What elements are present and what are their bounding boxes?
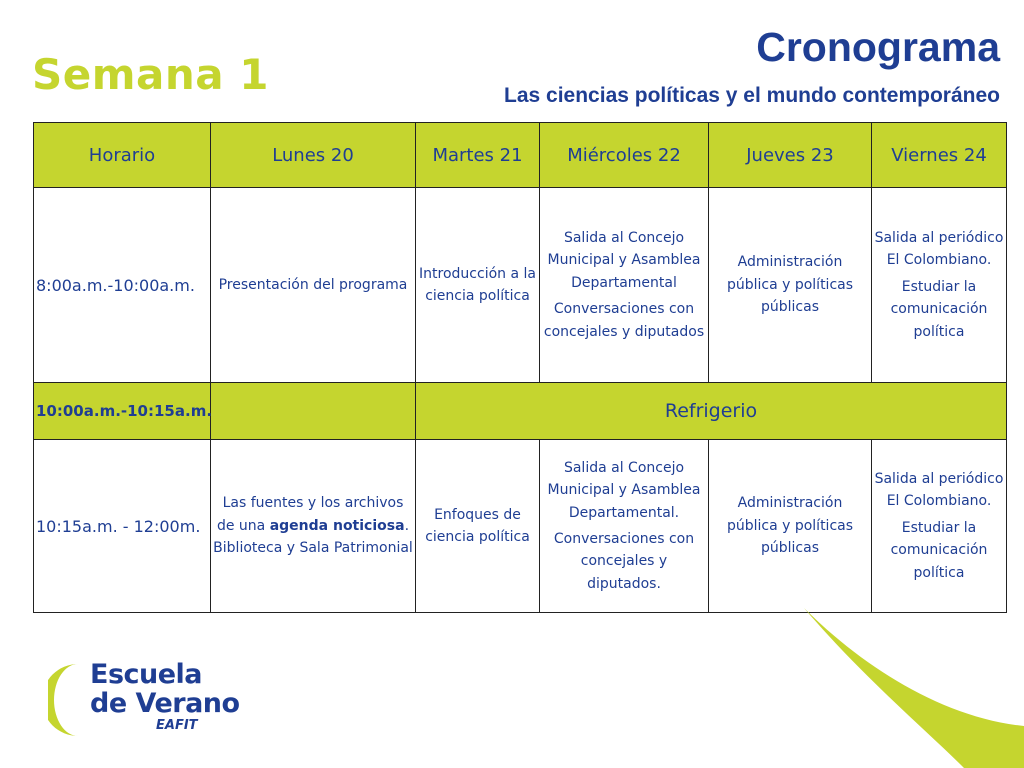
activity-text: Salida al periódico El Colombiano.: [874, 471, 1004, 510]
activity-text: Conversaciones con concejales y diputados.: [553, 531, 695, 592]
time-cell: 10:15a.m. - 12:00m.: [34, 440, 211, 613]
cell-viernes: [872, 440, 1007, 613]
table-row: [34, 440, 1007, 613]
break-row: [34, 383, 1007, 440]
col-header-horario: Horario: [34, 123, 211, 188]
col-header-jueves: Jueves 23: [709, 123, 872, 188]
activity-text: Presentación del programa: [218, 276, 408, 293]
activity-text: Conversaciones con concejales y diputados: [543, 301, 705, 340]
page-title: Cronograma: [756, 24, 1000, 70]
activity-highlight: agenda noticiosa: [269, 517, 405, 534]
cell-martes: [416, 440, 540, 613]
cell-lunes: [211, 440, 416, 613]
empty-cell: [211, 383, 416, 440]
activity-text: Administración pública y políticas públicas: [726, 495, 854, 557]
time-cell: 8:00a.m.-10:00a.m.: [34, 188, 211, 383]
cell-jueves: [709, 440, 872, 613]
activity-text: Salida al periódico El Colombiano.: [874, 230, 1004, 269]
col-header-martes: Martes 21: [416, 123, 540, 188]
table-row: [34, 188, 1007, 383]
page-subtitle: Las ciencias políticas y el mundo contemporáneo: [504, 84, 1000, 107]
activity-text: Salida al Concejo Municipal y Asamblea Departamental: [547, 230, 701, 291]
col-header-miercoles: Miércoles 22: [540, 123, 709, 188]
cell-lunes: [211, 188, 416, 383]
cell-martes: [416, 188, 540, 383]
logo-brand: EAFIT: [156, 718, 198, 733]
activity-text: Estudiar la comunicación política: [890, 278, 988, 340]
logo-line-1: Escuela: [90, 659, 203, 690]
decorative-swoosh: [804, 608, 1024, 768]
header-row: [34, 123, 1007, 188]
activity-text: [213, 492, 413, 559]
time-cell: 10:00a.m.-10:15a.m.: [34, 383, 211, 440]
schedule-table: [33, 122, 1007, 613]
col-header-lunes: Lunes 20: [211, 123, 416, 188]
activity-text: Administración pública y políticas públicas: [726, 254, 854, 316]
activity-text: Salida al Concejo Municipal y Asamblea Departamental.: [547, 459, 701, 521]
activity-text-part: Las fuentes y los archivos de una: [216, 495, 404, 534]
activity-text: Estudiar la comunicación política: [890, 519, 988, 581]
logo-text: [90, 660, 240, 718]
week-label: Semana 1: [32, 50, 269, 99]
break-label: Refrigerio: [416, 383, 1007, 440]
logo-line-2: de Verano: [90, 688, 240, 719]
cell-viernes: [872, 188, 1007, 383]
activity-text: Introducción a la ciencia política: [419, 265, 536, 304]
cell-miercoles: [540, 440, 709, 613]
cell-miercoles: [540, 188, 709, 383]
activity-text: Enfoques de ciencia política: [425, 506, 530, 545]
activity-text-part: . Biblioteca y Sala Patrimonial: [213, 517, 413, 557]
col-header-viernes: Viernes 24: [872, 123, 1007, 188]
cell-jueves: [709, 188, 872, 383]
